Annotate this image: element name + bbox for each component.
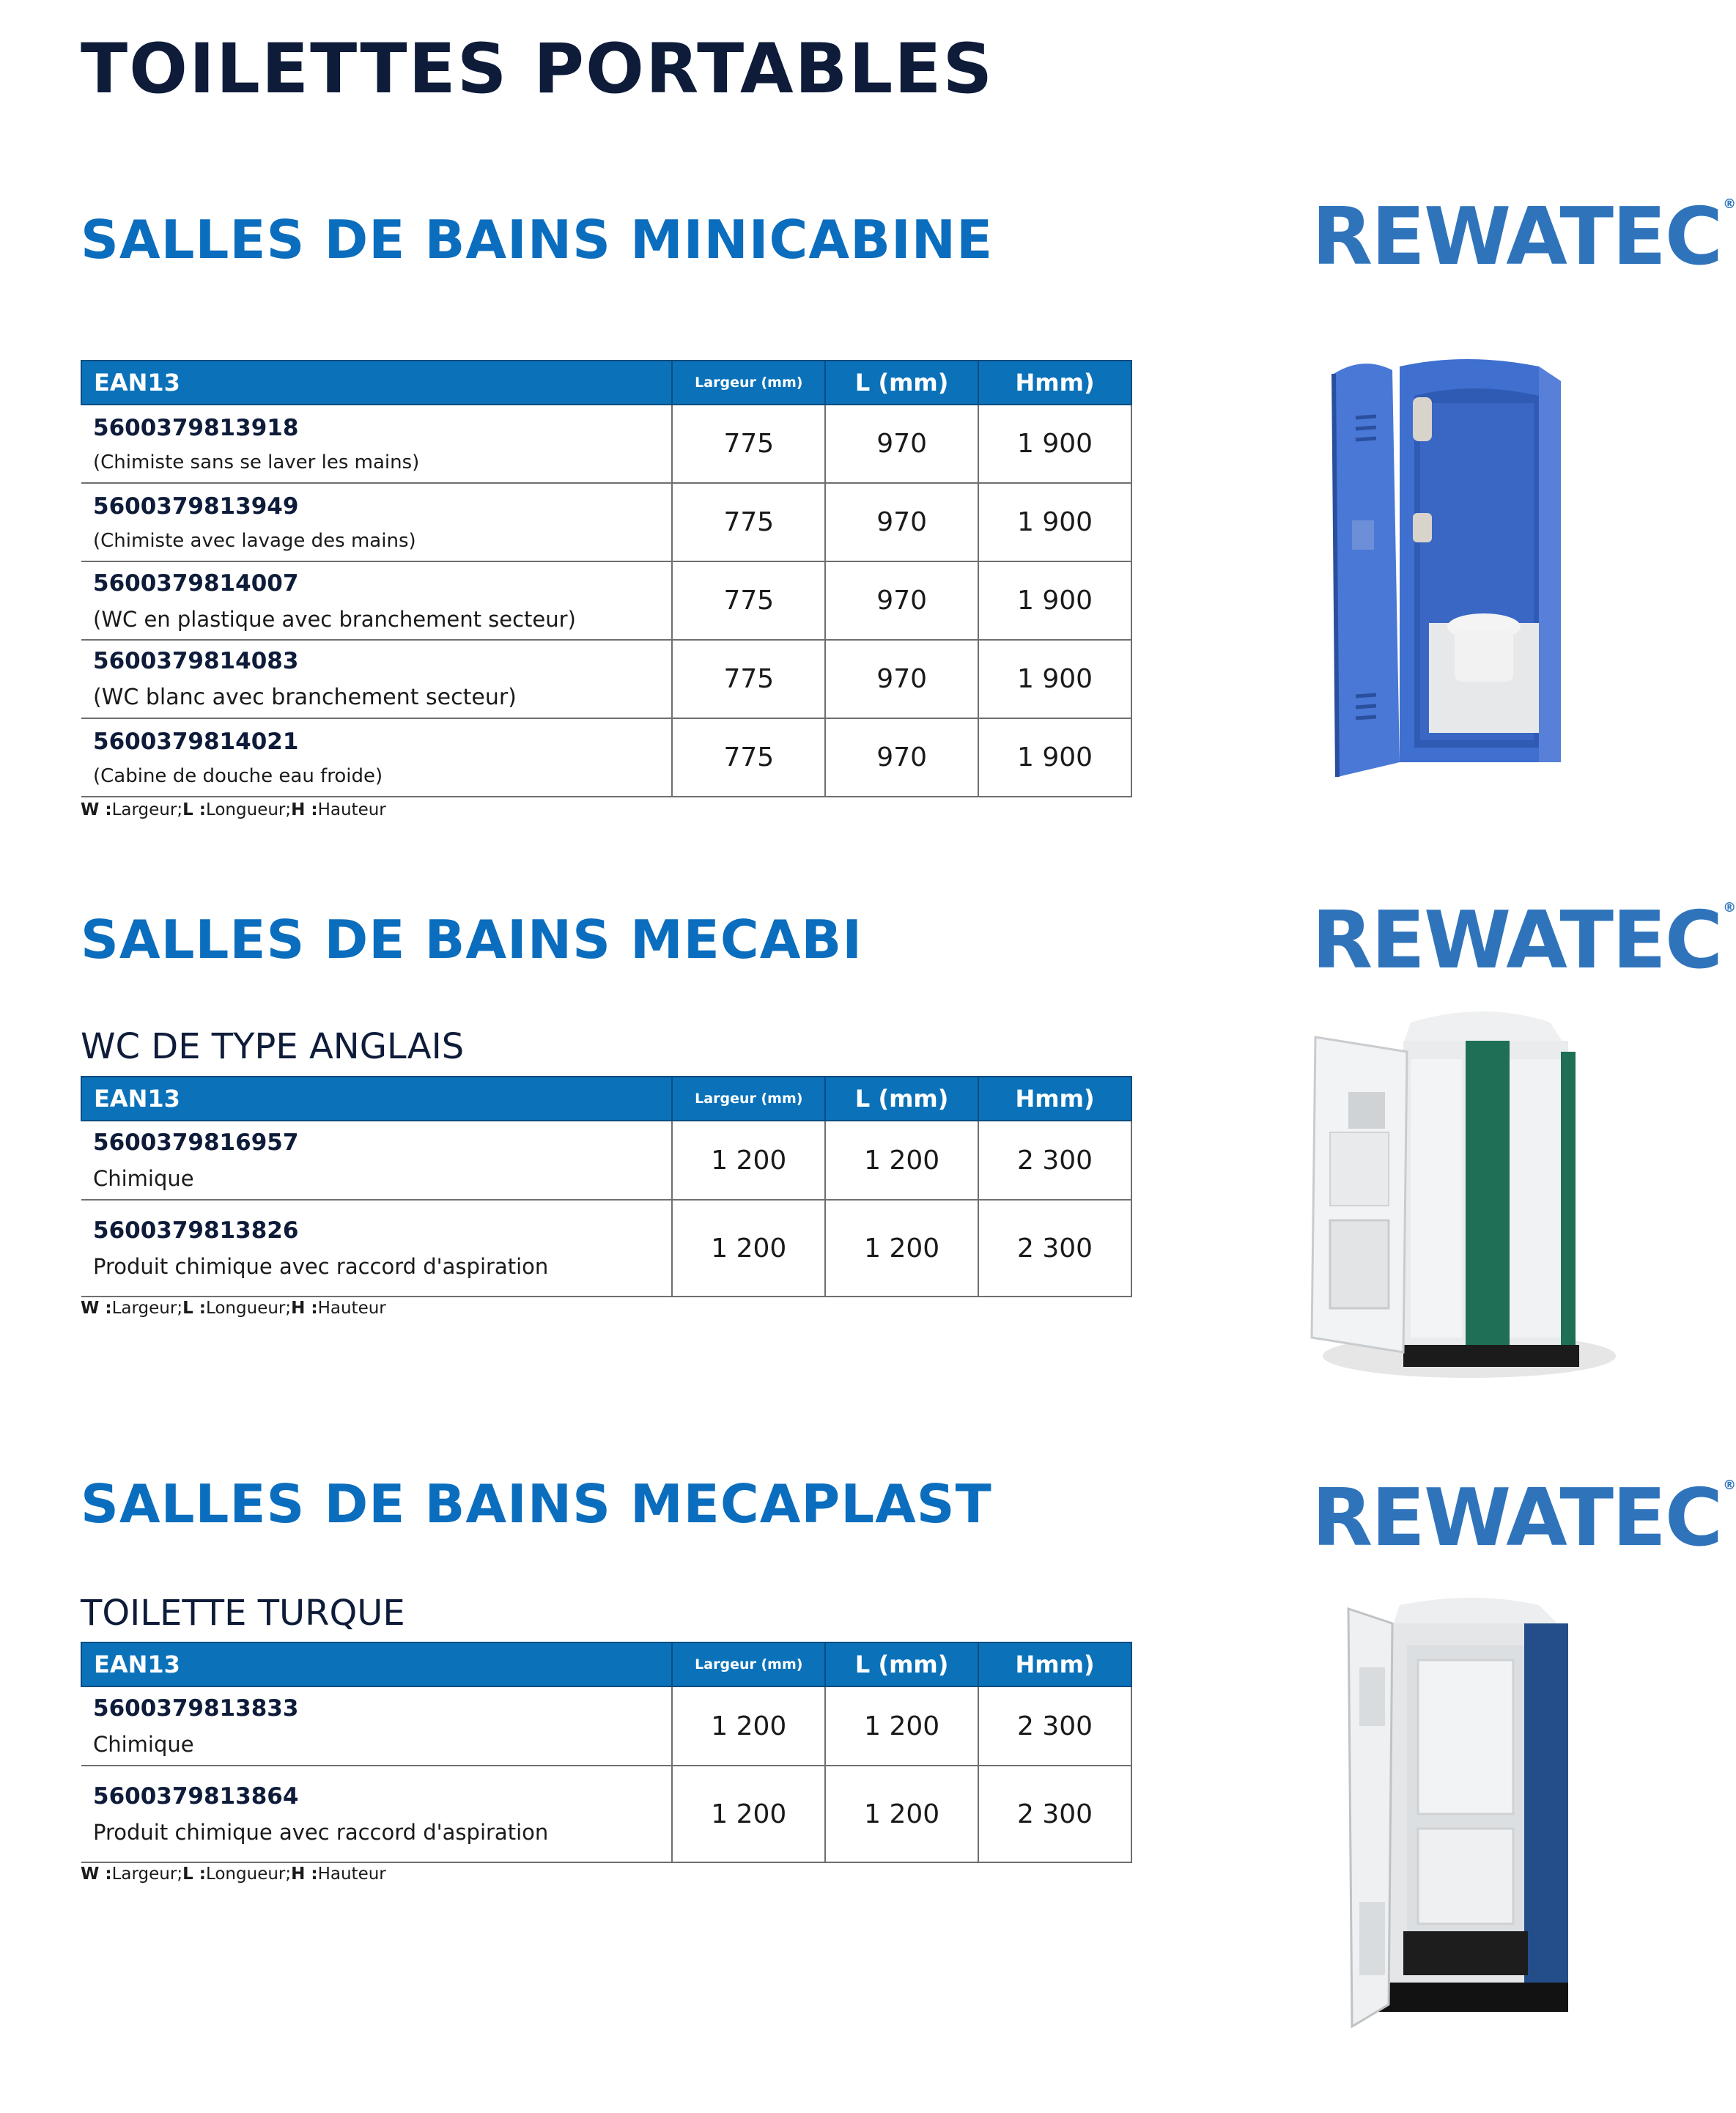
header-length: L (mm) <box>825 1077 978 1121</box>
height-value: 1 900 <box>978 718 1131 797</box>
table-header-row <box>81 1642 1131 1686</box>
dimension-legend: W :Largeur;L :Longueur;H :Hauteur <box>81 1299 386 1318</box>
ean-code: 5600379814007 <box>93 569 299 597</box>
product-description: Chimique <box>93 1732 194 1757</box>
width-value: 1 200 <box>672 1200 825 1297</box>
length-value: 970 <box>825 718 978 797</box>
height-value: 1 900 <box>978 405 1131 483</box>
product-description: (Cabine de douche eau froide) <box>93 764 383 787</box>
spec-table <box>81 1642 1132 1863</box>
height-value: 2 300 <box>978 1686 1131 1766</box>
page-title: TOILETTES PORTABLES <box>81 29 994 109</box>
table-row <box>81 718 1131 797</box>
section-subtitle: WC DE TYPE ANGLAIS <box>81 1026 465 1067</box>
brand-logo: REWATEC ® <box>1312 895 1736 987</box>
length-value: 970 <box>825 640 978 718</box>
section-mecabi <box>81 909 1143 1334</box>
ean-code: 5600379813864 <box>93 1783 299 1810</box>
height-value: 1 900 <box>978 561 1131 640</box>
table-row <box>81 1200 1131 1297</box>
table-row <box>81 1766 1131 1862</box>
spec-table <box>81 360 1132 797</box>
width-value: 1 200 <box>672 1686 825 1766</box>
mecabi-product-image <box>1308 1008 1616 1389</box>
width-value: 775 <box>672 405 825 483</box>
header-length: L (mm) <box>825 361 978 405</box>
height-value: 1 900 <box>978 483 1131 561</box>
header-length: L (mm) <box>825 1642 978 1686</box>
header-height: Hmm) <box>978 1642 1131 1686</box>
table-row <box>81 640 1131 718</box>
length-value: 1 200 <box>825 1766 978 1862</box>
length-value: 1 200 <box>825 1200 978 1297</box>
ean-code: 5600379813918 <box>93 414 299 441</box>
product-description: (WC blanc avec branchement secteur) <box>93 685 517 710</box>
header-ean: EAN13 <box>81 1077 672 1121</box>
width-value: 1 200 <box>672 1766 825 1862</box>
section-title: SALLES DE BAINS MECABI <box>81 909 863 970</box>
section-mecaplast <box>81 1473 1143 1906</box>
product-description: (Chimiste avec lavage des mains) <box>93 529 416 552</box>
table-row <box>81 1686 1131 1766</box>
product-description: (WC en plastique avec branchement secteur) <box>93 606 576 632</box>
table-row <box>81 1121 1131 1200</box>
length-value: 970 <box>825 561 978 640</box>
length-value: 1 200 <box>825 1121 978 1200</box>
width-value: 775 <box>672 483 825 561</box>
dimension-legend: W :Largeur;L :Longueur;H :Hauteur <box>81 800 386 819</box>
height-value: 2 300 <box>978 1200 1131 1297</box>
height-value: 2 300 <box>978 1766 1131 1862</box>
header-width: Largeur (mm) <box>672 1077 825 1121</box>
table-row <box>81 561 1131 640</box>
length-value: 970 <box>825 405 978 483</box>
brand-logo: REWATEC ® <box>1312 1472 1736 1564</box>
section-subtitle: TOILETTE TURQUE <box>81 1593 405 1634</box>
height-value: 2 300 <box>978 1121 1131 1200</box>
ean-code: 5600379814021 <box>93 728 299 755</box>
table-header-row <box>81 1077 1131 1121</box>
ean-code: 5600379814083 <box>93 648 299 674</box>
width-value: 775 <box>672 561 825 640</box>
brand-logo: REWATEC ® <box>1312 191 1736 283</box>
width-value: 1 200 <box>672 1121 825 1200</box>
table-header-row <box>81 361 1131 405</box>
header-height: Hmm) <box>978 361 1131 405</box>
length-value: 970 <box>825 483 978 561</box>
header-ean: EAN13 <box>81 361 672 405</box>
product-description: (Chimiste sans se laver les mains) <box>93 451 420 473</box>
section-minicabine <box>81 209 1143 847</box>
header-ean: EAN13 <box>81 1642 672 1686</box>
header-width: Largeur (mm) <box>672 361 825 405</box>
spec-table <box>81 1076 1132 1297</box>
ean-code: 5600379813833 <box>93 1695 299 1722</box>
width-value: 775 <box>672 640 825 718</box>
product-description: Produit chimique avec raccord d'aspiration <box>93 1820 549 1845</box>
dimension-legend: W :Largeur;L :Longueur;H :Hauteur <box>81 1865 386 1884</box>
height-value: 1 900 <box>978 640 1131 718</box>
table-row <box>81 405 1131 483</box>
mecaplast-product-image <box>1341 1594 1583 2034</box>
ean-code: 5600379813949 <box>93 493 299 520</box>
ean-code: 5600379813826 <box>93 1217 299 1244</box>
table-row <box>81 483 1131 561</box>
length-value: 1 200 <box>825 1686 978 1766</box>
product-description: Chimique <box>93 1166 194 1191</box>
header-width: Largeur (mm) <box>672 1642 825 1686</box>
product-description: Produit chimique avec raccord d'aspiration <box>93 1254 549 1279</box>
minicabine-product-image <box>1319 352 1583 784</box>
section-title: SALLES DE BAINS MINICABINE <box>81 209 994 270</box>
ean-code: 5600379816957 <box>93 1129 299 1156</box>
width-value: 775 <box>672 718 825 797</box>
section-title: SALLES DE BAINS MECAPLAST <box>81 1473 992 1535</box>
header-height: Hmm) <box>978 1077 1131 1121</box>
